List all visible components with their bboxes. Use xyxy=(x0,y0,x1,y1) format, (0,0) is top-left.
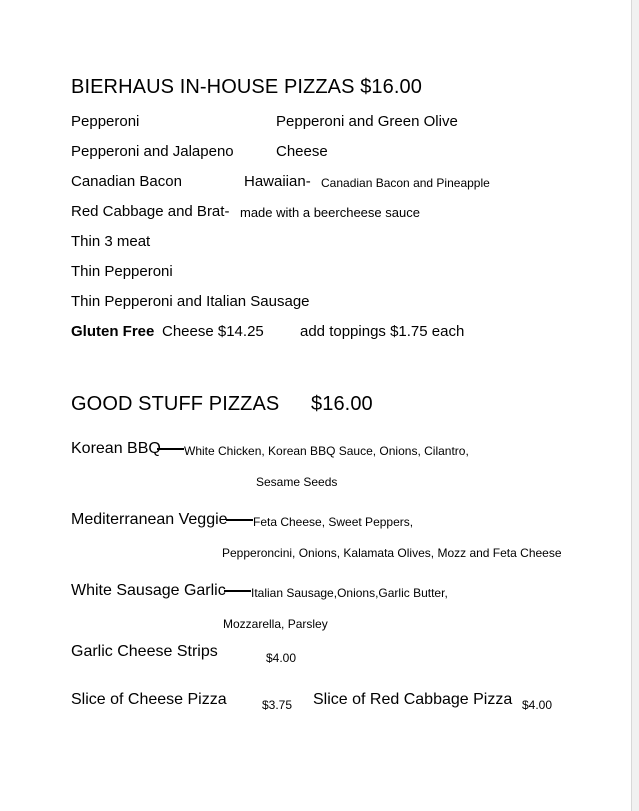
menu-item-slice-red-cabbage: Slice of Red Cabbage Pizza xyxy=(313,691,513,708)
menu-item-pepperoni-green-olive: Pepperoni and Green Olive xyxy=(276,113,458,130)
dash-separator xyxy=(224,590,251,592)
bierhaus-heading: BIERHAUS IN-HOUSE PIZZAS $16.00 xyxy=(71,76,422,98)
good-stuff-heading: GOOD STUFF PIZZAS xyxy=(71,393,280,415)
menu-item-thin-3-meat: Thin 3 meat xyxy=(71,233,151,250)
menu-item-pepperoni: Pepperoni xyxy=(71,113,140,130)
menu-item-white-sausage-garlic-description: Italian Sausage,Onions,Garlic Butter, xyxy=(251,586,448,600)
gluten-free-price: Cheese $14.25 xyxy=(162,323,264,340)
menu-item-thin-pepperoni: Thin Pepperoni xyxy=(71,263,173,280)
menu-item-korean-bbq-description: White Chicken, Korean BBQ Sauce, Onions, Cilantro, xyxy=(184,444,469,458)
menu-item-canadian-bacon: Canadian Bacon xyxy=(71,173,182,190)
menu-item-korean-bbq-description-cont: Sesame Seeds xyxy=(256,475,338,489)
good-stuff-price: $16.00 xyxy=(311,393,373,415)
menu-item-mediterranean-veggie-description-cont: Pepperoncini, Onions, Kalamata Olives, Mozz and Feta Cheese xyxy=(222,546,562,560)
menu-item-red-cabbage-brat: Red Cabbage and Brat- xyxy=(71,203,230,220)
gluten-free-label: Gluten Free xyxy=(71,323,155,340)
menu-item-mediterranean-veggie-description: Feta Cheese, Sweet Peppers, xyxy=(253,515,414,529)
menu-item-slice-cheese: Slice of Cheese Pizza xyxy=(71,691,227,708)
menu-item-red-cabbage-brat-description: made with a beercheese sauce xyxy=(240,205,420,220)
dash-separator xyxy=(157,448,184,450)
slice-red-cabbage-price: $4.00 xyxy=(522,698,553,712)
toppings-note: add toppings $1.75 each xyxy=(300,323,465,340)
slice-cheese-price: $3.75 xyxy=(262,698,293,712)
menu-item-pepperoni-jalapeno: Pepperoni and Jalapeno xyxy=(71,143,234,160)
dash-separator xyxy=(226,519,253,521)
menu-item-white-sausage-garlic: White Sausage Garlic xyxy=(71,582,226,599)
menu-item-mediterranean-veggie: Mediterranean Veggie xyxy=(71,511,228,528)
menu-item-thin-pepperoni-sausage: Thin Pepperoni and Italian Sausage xyxy=(71,293,310,310)
page-edge xyxy=(631,0,639,811)
menu-item-cheese: Cheese xyxy=(276,143,328,160)
menu-item-korean-bbq: Korean BBQ xyxy=(71,440,161,457)
garlic-cheese-strips-price: $4.00 xyxy=(266,651,297,665)
menu-item-hawaiian-description: Canadian Bacon and Pineapple xyxy=(321,176,490,190)
menu-item-hawaiian: Hawaiian- xyxy=(244,173,311,190)
menu-item-white-sausage-garlic-description-cont: Mozzarella, Parsley xyxy=(223,617,328,631)
menu-item-garlic-cheese-strips: Garlic Cheese Strips xyxy=(71,643,218,660)
